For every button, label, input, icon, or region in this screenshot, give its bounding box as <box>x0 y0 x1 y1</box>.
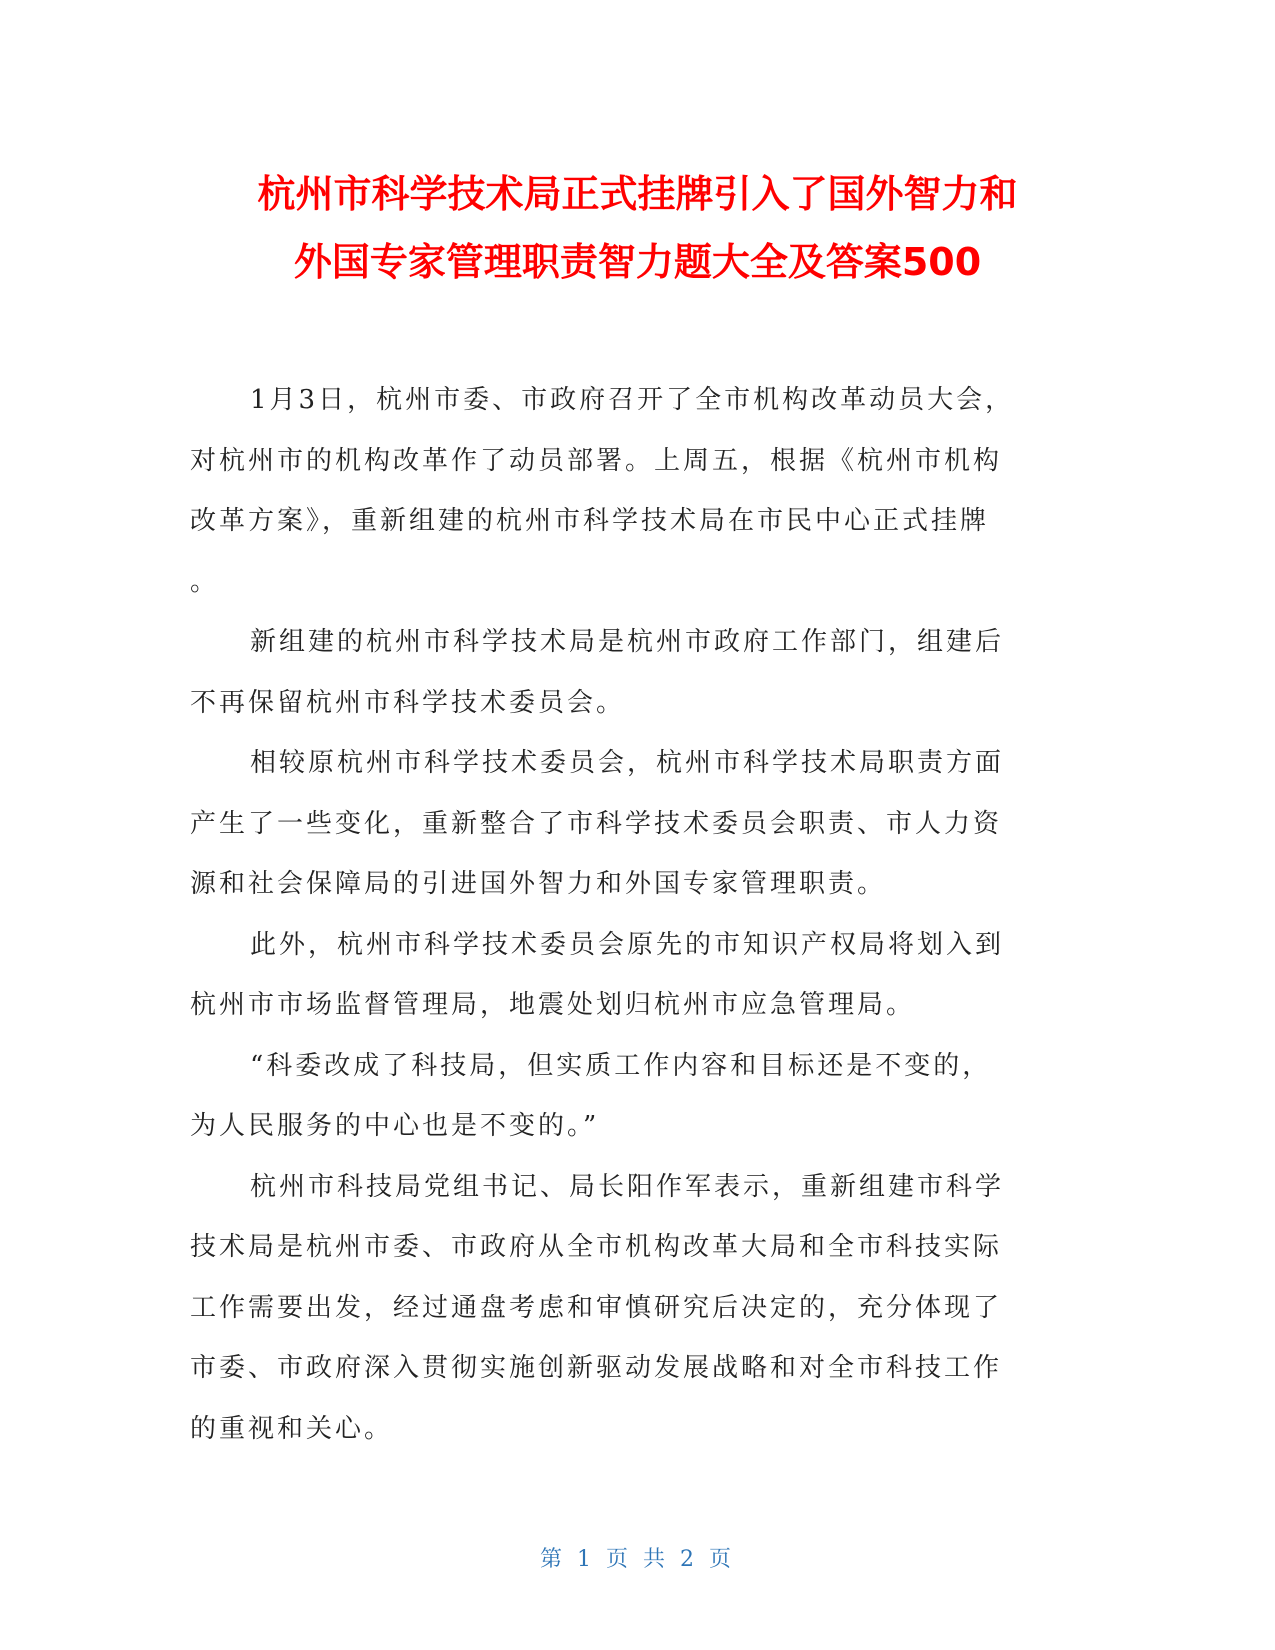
paragraph-line: 市委、市政府深入贯彻实施创新驱动发展战略和对全市科技工作 <box>190 1353 1003 1383</box>
paragraph-5-quote <box>190 1036 1060 1157</box>
document-title <box>150 160 1125 296</box>
document-body <box>190 370 1060 1459</box>
paragraph-6 <box>190 1157 1060 1460</box>
paragraph-line: 此外，杭州市科学技术委员会原先的市知识产权局将划入到 <box>250 929 1005 960</box>
paragraph-line: 1月3日，杭州市委、市政府召开了全市机构改革动员大会， <box>250 385 1015 415</box>
paragraph-3 <box>190 733 1060 915</box>
paragraph-1 <box>190 370 1060 612</box>
title-line-2: 外国专家管理职责智力题大全及答案500 <box>293 240 982 284</box>
paragraph-2 <box>190 612 1060 733</box>
paragraph-4 <box>190 915 1060 1036</box>
paragraph-line: 杭州市科技局党组书记、局长阳作军表示，重新组建市科学 <box>250 1171 1005 1202</box>
paragraph-line: 为人民服务的中心也是不变的。” <box>190 1111 600 1141</box>
paragraph-line: 技术局是杭州市委、市政府从全市机构改革大局和全市科技实际 <box>190 1232 1003 1262</box>
paragraph-line: 工作需要出发，经过通盘考虑和审慎研究后决定的，充分体现了 <box>190 1292 1003 1323</box>
paragraph-line: 源和社会保障局的引进国外智力和外国专家管理职责。 <box>190 869 887 899</box>
paragraph-line: 杭州市市场监督管理局，地震处划归杭州市应急管理局。 <box>190 990 916 1020</box>
paragraph-line: “科委改成了科技局，但实质工作内容和目标还是不变的， <box>250 1050 992 1081</box>
paragraph-line: 对杭州市的机构改革作了动员部署。上周五，根据《杭州市机构 <box>190 445 1003 476</box>
page-number-footer: 第 1 页 共 2 页 <box>540 1547 735 1572</box>
paragraph-line: 。 <box>190 566 220 597</box>
paragraph-line: 产生了一些变化，重新整合了市科学技术委员会职责、市人力资 <box>190 808 1003 839</box>
paragraph-line: 的重视和关心。 <box>190 1413 394 1444</box>
paragraph-line: 相较原杭州市科学技术委员会，杭州市科学技术局职责方面 <box>250 748 1005 778</box>
paragraph-line: 新组建的杭州市科学技术局是杭州市政府工作部门，组建后 <box>250 627 1005 657</box>
title-line-1: 杭州市科学技术局正式挂牌引入了国外智力和 <box>257 172 1018 216</box>
paragraph-line: 改革方案》，重新组建的杭州市科学技术局在市民中心正式挂牌 <box>190 506 990 536</box>
paragraph-line: 不再保留杭州市科学技术委员会。 <box>190 687 626 718</box>
